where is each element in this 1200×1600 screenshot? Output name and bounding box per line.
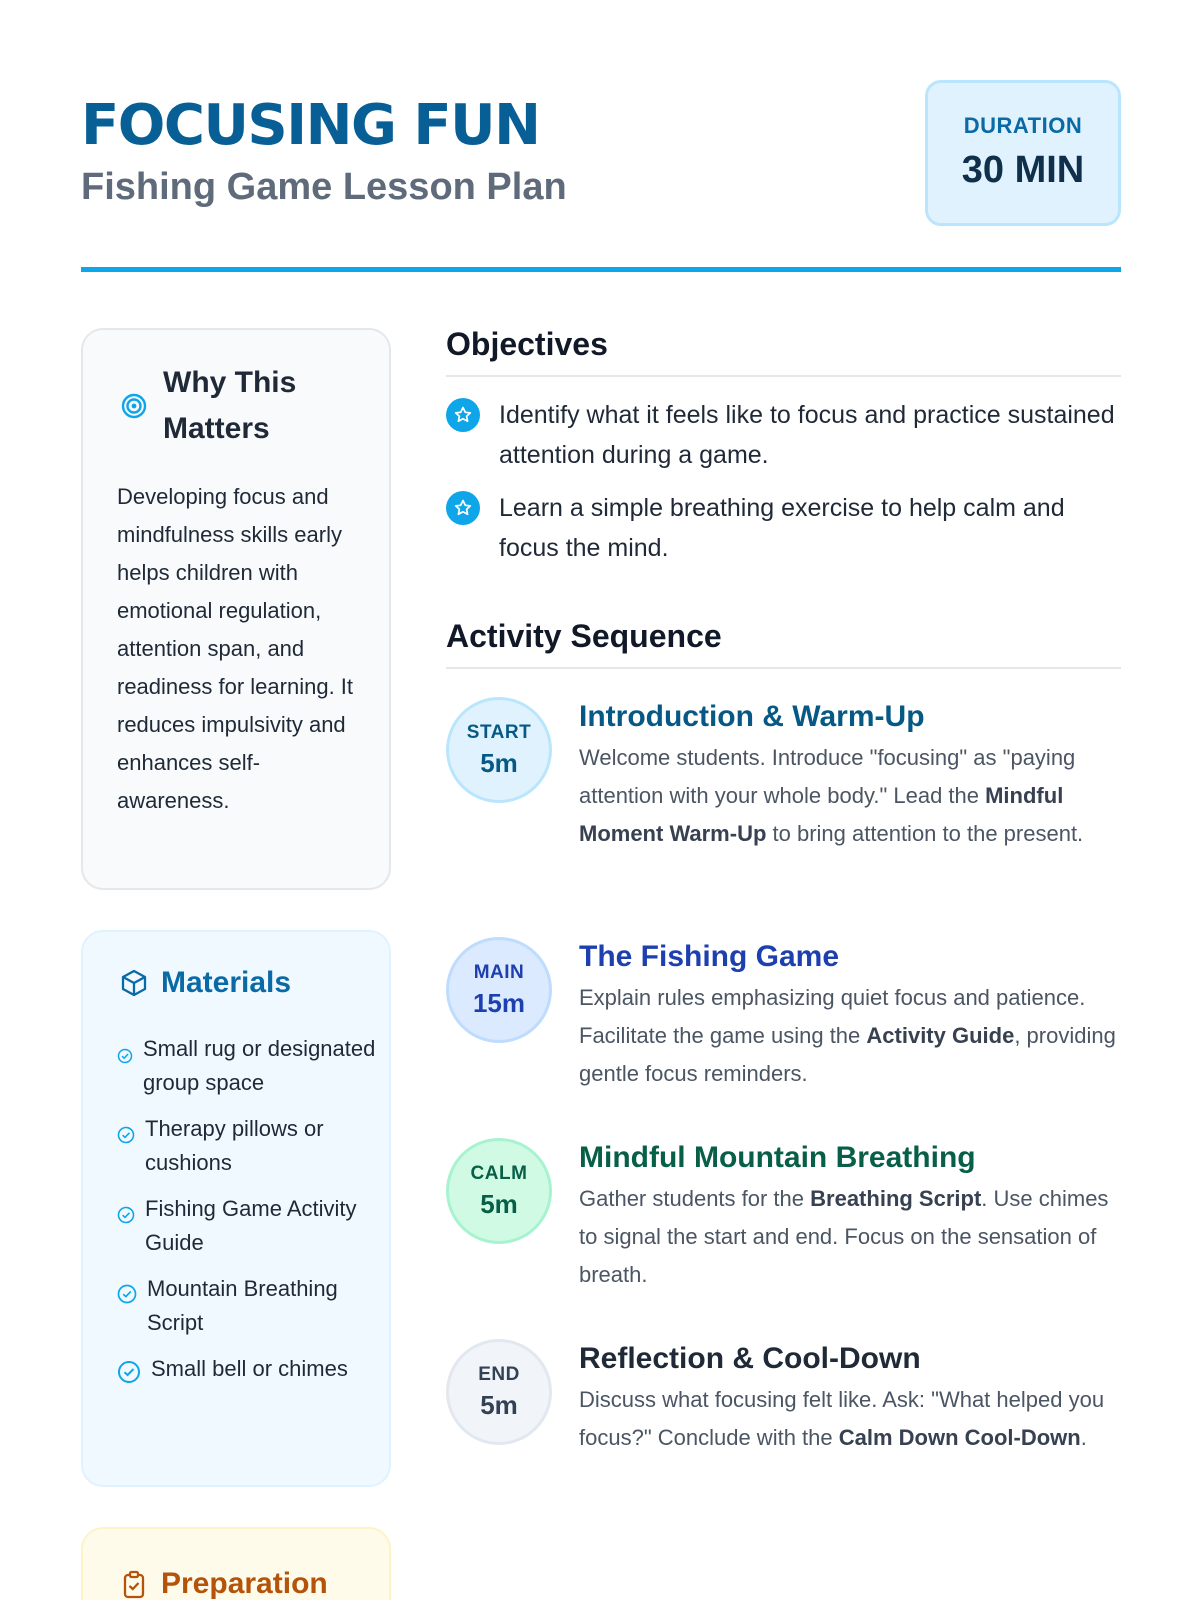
material-label: Small rug or designated group space bbox=[143, 1036, 376, 1095]
activity-item bbox=[446, 1339, 1121, 1539]
activity-minutes: 5m bbox=[480, 1189, 518, 1219]
page-title: FOCUSING FUN bbox=[81, 93, 540, 158]
objective-text: Identify what it feels like to focus and practice sustained attention during a game. bbox=[499, 401, 1115, 469]
check-circle-icon bbox=[117, 1120, 135, 1154]
check-circle-icon bbox=[117, 1280, 137, 1314]
material-label: Mountain Breathing Script bbox=[147, 1276, 338, 1335]
list-item bbox=[117, 1352, 377, 1394]
activity-heading: Activity Sequence bbox=[446, 618, 1121, 669]
list-item bbox=[446, 395, 1121, 475]
page-subtitle: Fishing Game Lesson Plan bbox=[81, 166, 567, 208]
material-label: Therapy pillows or cushions bbox=[145, 1116, 324, 1175]
activity-minutes: 5m bbox=[480, 1390, 518, 1420]
activity-minutes: 5m bbox=[480, 748, 518, 778]
preparation-title: Preparation bbox=[161, 1567, 328, 1600]
activity-title: Introduction & Warm-Up bbox=[579, 700, 925, 733]
activity-minutes: 15m bbox=[472, 988, 526, 1018]
objective-text: Learn a simple breathing exercise to help calm and focus the mind. bbox=[499, 494, 1065, 562]
material-label: Fishing Game Activity Guide bbox=[145, 1196, 357, 1255]
objectives-heading: Objectives bbox=[446, 326, 1121, 377]
list-item bbox=[117, 1032, 377, 1100]
activity-item bbox=[446, 1138, 1121, 1339]
list-item bbox=[117, 1112, 377, 1180]
activity-title: Reflection & Cool-Down bbox=[579, 1342, 921, 1375]
box-icon bbox=[119, 968, 149, 998]
why-text: Developing focus and mindfulness skills early helps children with emotional regulation, attention span, and readiness for learning. It reduces impulsivity and enhances self-awareness. bbox=[117, 484, 354, 813]
materials-list bbox=[117, 1032, 377, 1406]
material-label: Small bell or chimes bbox=[151, 1356, 348, 1381]
activity-time-badge bbox=[446, 697, 552, 803]
list-item bbox=[117, 1272, 377, 1340]
star-icon bbox=[446, 398, 480, 432]
activity-list bbox=[446, 697, 1121, 1539]
check-circle-icon bbox=[117, 1040, 133, 1074]
activity-time-badge bbox=[446, 937, 552, 1043]
list-item bbox=[117, 1192, 377, 1260]
activity-phase: START bbox=[466, 722, 532, 743]
check-circle-icon bbox=[117, 1200, 135, 1234]
why-card bbox=[81, 328, 391, 890]
activity-time-badge bbox=[446, 1138, 552, 1244]
why-title: Why This Matters bbox=[163, 366, 297, 445]
clipboard-icon bbox=[119, 1569, 149, 1599]
duration-value: 30 MIN bbox=[961, 149, 1085, 191]
activity-description: Gather students for the Breathing Script. Use chimes to signal the start and end. Focus on the sensation of breath. bbox=[579, 1186, 1109, 1287]
activity-phase: END bbox=[478, 1364, 520, 1385]
page-header bbox=[81, 80, 1121, 270]
activity-phase: MAIN bbox=[473, 962, 525, 983]
header-divider bbox=[81, 267, 1121, 272]
activity-description: Explain rules emphasizing quiet focus and patience. Facilitate the game using the Activity Guide, providing gentle focus reminders. bbox=[579, 985, 1116, 1086]
materials-card bbox=[81, 930, 391, 1487]
check-circle-icon bbox=[117, 1360, 141, 1394]
preparation-card bbox=[81, 1527, 391, 1600]
materials-title: Materials bbox=[161, 966, 292, 999]
objectives-list bbox=[446, 395, 1121, 568]
duration-label: DURATION bbox=[963, 113, 1083, 138]
list-item bbox=[446, 488, 1121, 568]
activity-time-badge bbox=[446, 1339, 552, 1445]
activity-title: Mindful Mountain Breathing bbox=[579, 1141, 976, 1174]
main-content bbox=[446, 326, 1121, 1539]
target-icon bbox=[119, 391, 149, 421]
activity-description: Welcome students. Introduce "focusing" as "paying attention with your whole body." Lead the Mindful Moment Warm-Up to bring attention to the present. bbox=[579, 745, 1084, 846]
duration-badge bbox=[925, 80, 1121, 226]
activity-description: Discuss what focusing felt like. Ask: "What helped you focus?" Conclude with the Calm Down Cool-Down. bbox=[579, 1387, 1105, 1450]
star-icon bbox=[446, 491, 480, 525]
activity-item bbox=[446, 937, 1121, 1138]
activity-item bbox=[446, 697, 1121, 937]
activity-title: The Fishing Game bbox=[579, 940, 840, 973]
activity-phase: CALM bbox=[470, 1163, 528, 1184]
